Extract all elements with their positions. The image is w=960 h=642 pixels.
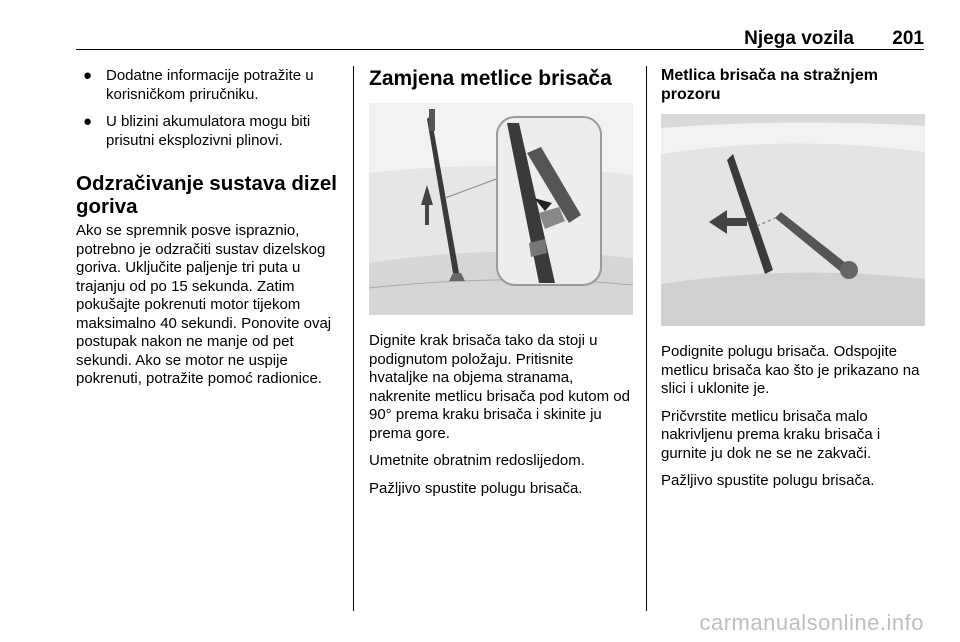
rear-wiper-heading: Metlica brisača na stražnjem prozoru [661, 67, 878, 103]
wiper-paragraph-2: Umetnite obratnim redoslijedom. [369, 452, 585, 469]
column-divider-1 [353, 66, 354, 611]
page-header [76, 0, 924, 50]
bullet-text: U blizini akumulatora mogu biti prisutni eksplozivni plinovi. [106, 113, 311, 149]
wiper-paragraph-1: Dignite krak brisača tako da stoji u podignutom položaju. Pritisnite hvataljke na objema stranama, nakrenite metlicu brisača pod kutom od 90° prema kraku brisača i skinite ju prema gore. [369, 332, 630, 442]
column-2 [369, 60, 634, 507]
bullet-dot: ● [83, 113, 93, 130]
rear-wiper-paragraph-3: Pažljivo spustite polugu brisača. [661, 472, 875, 489]
wiper-paragraph-3: Pažljivo spustite polugu brisača. [369, 479, 583, 497]
wiper-blade-heading: Zamjena metlice brisača [369, 67, 612, 90]
header-rule [76, 49, 924, 50]
watermark: carmanualsonline.info [699, 610, 924, 635]
bullet-item [76, 112, 346, 150]
column-3 [661, 60, 926, 500]
diesel-bleed-heading: Odzračivanje sustava dizel goriva [76, 172, 337, 218]
page-number: 201 [892, 28, 924, 49]
windscreen-wiper-illustration [369, 103, 633, 320]
column-divider-2 [646, 66, 647, 611]
rear-wiper-paragraph-1: Podignite polugu brisača. Odspojite metlicu brisača kao što je prikazano na slici i uklonite je. [661, 343, 920, 397]
bullet-dot: ● [83, 67, 93, 84]
rear-wiper-svg [661, 114, 925, 326]
section-title: Njega vozila [744, 28, 854, 49]
bullet-item [76, 66, 346, 104]
rear-wiper-paragraph-2: Pričvrstite metlicu brisača malo nakrivljenu prema kraku brisača i gurnite ju dok ne se ne zakvači. [661, 407, 881, 462]
rear-wiper-illustration [661, 114, 925, 331]
bullet-text: Dodatne informacije potražite u korisničkom priručniku. [106, 67, 314, 103]
column-1 [76, 60, 346, 398]
windscreen-wiper-svg [369, 103, 633, 315]
diesel-bleed-paragraph: Ako se spremnik posve ispraznio, potrebno je odzračiti sustav dizelskog goriva. Uključite paljenje tri puta u trajanju od po 15 sekunda. Zatim pokušajte pokrenuti motor tijekom maksimalno 40 sekundi. Ponovite ovaj postupak nakon ne manje od pet sekundi. Ako se motor ne uspije pokrenuti, potražite pomoć radionice. [76, 222, 332, 387]
